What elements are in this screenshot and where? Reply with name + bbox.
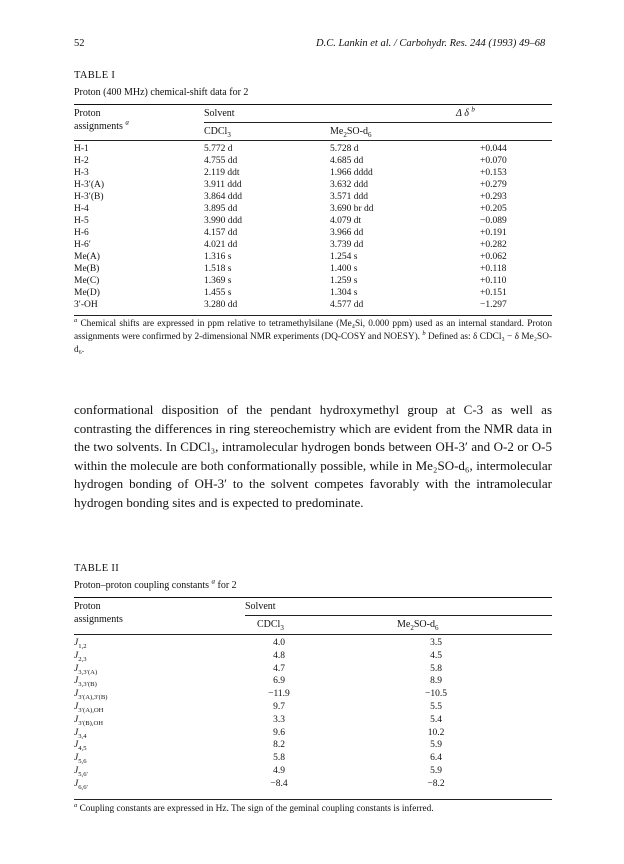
table2-footnotes: $^a$ Coupling constants are expressed in Hz. The sign of the geminal coupling constants is inferred. bbox=[74, 801, 434, 814]
table2-row bbox=[74, 675, 552, 688]
table2-cell-dmso: 5.5 bbox=[430, 701, 442, 712]
table2-title: Proton–proton coupling constants $^a$ for 2 bbox=[74, 577, 237, 591]
table1-cell-proton: H-5 bbox=[74, 216, 89, 226]
table2-col-solvent: Solvent bbox=[245, 601, 276, 612]
table2-cell-dmso: 5.8 bbox=[430, 663, 442, 674]
table1-cell-proton: Me(B) bbox=[74, 264, 100, 274]
table1-footnote-a: Chemical shifts are expressed in ppm relative to tetramethylsilane (Me₄Si, 0.000 ppm) used as an internal standard. Proton assignments were confirmed by 2-dimensional NMR experiments (DQ-COSY and NOESY). bbox=[74, 319, 552, 342]
table1-cell-dmso: 1.304 s bbox=[330, 288, 358, 298]
table1-cell-proton: H-3′(A) bbox=[74, 180, 105, 190]
table1-cell-proton: H-3 bbox=[74, 168, 89, 178]
table1-cell-dmso: 5.728 d bbox=[330, 144, 359, 154]
table1-title: Proton (400 MHz) chemical-shift data for 2 bbox=[74, 87, 249, 98]
table2-row bbox=[74, 650, 552, 663]
table2-cell-dmso: 10.2 bbox=[427, 727, 445, 738]
table1-cell-cdcl3: 4.157 dd bbox=[204, 228, 238, 238]
table1-cell-dmso: 1.254 s bbox=[330, 252, 358, 262]
table1-cell-dmso: 3.690 br dd bbox=[330, 204, 374, 214]
table1-row bbox=[74, 227, 552, 239]
table2-cell-cdcl3: 9.7 bbox=[273, 701, 285, 712]
table2-header-rule bbox=[74, 634, 552, 635]
table2-cell-cdcl3: −8.4 bbox=[270, 778, 288, 789]
table2-cell-dmso: 5.9 bbox=[430, 740, 442, 751]
table1-cell-proton: H-6′ bbox=[74, 240, 91, 250]
table2-cell-dmso: 8.9 bbox=[430, 676, 442, 687]
table2-cell-coupling: $J_{3,4}$ bbox=[74, 727, 87, 740]
table1-cell-delta: +0.110 bbox=[480, 276, 507, 286]
table2-cell-coupling: $J_{5,6}$ bbox=[74, 753, 87, 766]
table2-cell-cdcl3: 4.0 bbox=[273, 638, 285, 648]
table2-row bbox=[74, 688, 552, 701]
table1-cell-dmso: 4.577 dd bbox=[330, 300, 364, 310]
table1-cell-proton: H-2 bbox=[74, 156, 89, 166]
table1-footnote-b: Defined as: δ CDCl₃ − δ Me₂SO-d₆. bbox=[74, 332, 553, 355]
table1-cell-dmso: 1.966 dddd bbox=[330, 168, 373, 178]
table2-cell-dmso: −8.2 bbox=[427, 778, 445, 789]
table2-cell-coupling: $J_{2,3}$ bbox=[74, 650, 87, 663]
table1-cell-delta: +0.118 bbox=[480, 264, 507, 274]
table2-row bbox=[74, 727, 552, 740]
table1-row bbox=[74, 155, 552, 167]
table1-solvent-rule bbox=[204, 122, 552, 123]
table1-col-dmso: $Me_2SO-d_6$ bbox=[330, 126, 372, 139]
table2-cell-cdcl3: 5.8 bbox=[273, 753, 285, 764]
table1-header-rule bbox=[74, 140, 552, 141]
table1-top-rule bbox=[74, 104, 552, 105]
table1-cell-delta: +0.151 bbox=[480, 288, 507, 298]
table2-row bbox=[74, 637, 552, 650]
table1-cell-delta: +0.062 bbox=[480, 252, 507, 262]
table2-cell-dmso: 6.4 bbox=[430, 753, 442, 764]
table1-cell-proton: H-1 bbox=[74, 144, 89, 154]
table1-cell-proton: H-4 bbox=[74, 204, 89, 214]
table2-cell-cdcl3: 4.9 bbox=[273, 765, 285, 776]
table2-cell-dmso: −10.5 bbox=[425, 689, 447, 700]
table2-cell-cdcl3: 3.3 bbox=[273, 714, 285, 725]
table1-col-delta: Δ δ $^b$ bbox=[456, 105, 475, 119]
table2-cell-cdcl3: 9.6 bbox=[273, 727, 285, 738]
table1-cell-delta: +0.191 bbox=[480, 228, 507, 238]
table1-cell-proton: H-6 bbox=[74, 228, 89, 238]
table1-cell-delta: −1.297 bbox=[480, 300, 507, 310]
table1-cell-proton: Me(D) bbox=[74, 288, 100, 298]
table1-col-cdcl3: CDCl$_3$ bbox=[204, 126, 231, 139]
table2-cell-dmso: 5.4 bbox=[430, 714, 442, 725]
table1-col-proton-sub: assignments $^a$ bbox=[74, 118, 129, 132]
table2-col-proton: Proton bbox=[74, 601, 101, 612]
body-paragraph: conformational disposition of the pendant hydroxymethyl group at C-3 as well as contrasting the differences in ring stereochemistry which are evident from the NMR data in the two solvents. In CDCl₃, intramolecular hydrogen bonds between OH-3′ and O-2 or O-5 within the molecule are both conformationally possible, while in Me₂SO-d₆, intermolecular hydrogen bonding of OH-3′ to the solvent competes favorably with the intramolecular hydrogen bonding sites and is expected to predominate. bbox=[74, 402, 552, 510]
table2-footnote-a: Coupling constants are expressed in Hz. The sign of the geminal coupling constants is inferred. bbox=[79, 804, 434, 814]
table1-row bbox=[74, 263, 552, 275]
table2-row bbox=[74, 765, 552, 778]
table1-cell-dmso: 4.079 dt bbox=[330, 216, 362, 226]
table1-cell-delta: +0.044 bbox=[480, 144, 507, 154]
table2-cell-cdcl3: 6.9 bbox=[273, 676, 285, 687]
table2-cell-cdcl3: 8.2 bbox=[273, 740, 285, 751]
table1-cell-proton: Me(A) bbox=[74, 252, 100, 262]
table1-row bbox=[74, 143, 552, 155]
table1-cell-delta: +0.293 bbox=[480, 192, 507, 202]
table1-cell-delta: +0.279 bbox=[480, 180, 507, 190]
table1-cell-cdcl3: 3.911 ddd bbox=[204, 180, 242, 190]
table1-cell-dmso: 1.400 s bbox=[330, 264, 358, 274]
table2-cell-coupling: $J_{3'(A),3'(B)}$ bbox=[74, 689, 108, 702]
table1-cell-cdcl3: 3.864 ddd bbox=[204, 192, 242, 202]
table1-cell-cdcl3: 3.990 ddd bbox=[204, 216, 242, 226]
table1-cell-proton: H-3′(B) bbox=[74, 192, 104, 202]
table1-cell-cdcl3: 3.280 dd bbox=[204, 300, 238, 310]
table1-cell-cdcl3: 4.021 dd bbox=[204, 240, 238, 250]
table1-footnotes: $^a$ Chemical shifts are expressed in ppm relative to tetramethylsilane (Me₄Si, 0.000 ppm) used as an internal standard. Proton assignments were confirmed by 2-dimensional NMR experiments (DQ-COSY and NOESY). $^b$ Defined as: δ CDCl₃ − δ Me₂SO-d₆. bbox=[74, 316, 553, 355]
table1-cell-cdcl3: 1.455 s bbox=[204, 288, 232, 298]
page-number: 52 bbox=[74, 38, 85, 49]
table2-body bbox=[74, 637, 552, 791]
table1-row bbox=[74, 251, 552, 263]
table1-label: TABLE I bbox=[74, 70, 116, 81]
table2-row bbox=[74, 752, 552, 765]
table2-cell-coupling: $J_{4,5}$ bbox=[74, 740, 87, 753]
table1-cell-delta: −0.089 bbox=[480, 216, 507, 226]
table2-label: TABLE II bbox=[74, 563, 120, 574]
table1-cell-cdcl3: 2.119 ddt bbox=[204, 168, 240, 178]
table1-row bbox=[74, 179, 552, 191]
table1-cell-proton: 3′-OH bbox=[74, 300, 98, 310]
table1-row bbox=[74, 167, 552, 179]
table2-cell-cdcl3: −11.9 bbox=[268, 689, 290, 700]
table1-col-solvent: Solvent bbox=[204, 108, 235, 119]
table1-col-proton: Proton bbox=[74, 108, 101, 119]
table2-solvent-rule bbox=[245, 615, 552, 616]
table1-cell-cdcl3: 1.369 s bbox=[204, 276, 232, 286]
table2-cell-coupling: $J_{6,6'}$ bbox=[74, 778, 88, 791]
table2-cell-coupling: $J_{3,3'(A)}$ bbox=[74, 663, 98, 676]
table1-row bbox=[74, 287, 552, 299]
table1-cell-delta: +0.153 bbox=[480, 168, 507, 178]
table1-row bbox=[74, 191, 552, 203]
running-title: D.C. Lankin et al. / Carbohydr. Res. 244 (1993) 49–68 bbox=[316, 38, 546, 49]
table1-cell-delta: +0.205 bbox=[480, 204, 507, 214]
table2-row bbox=[74, 701, 552, 714]
table1-cell-dmso: 1.259 s bbox=[330, 276, 358, 286]
table1-row bbox=[74, 275, 552, 287]
table2-cell-coupling: $J_{3'(A),OH}$ bbox=[74, 701, 104, 714]
table2-cell-coupling: $J_{1,2}$ bbox=[74, 638, 87, 650]
table1-cell-delta: +0.070 bbox=[480, 156, 507, 166]
table2-row bbox=[74, 714, 552, 727]
table1-cell-cdcl3: 1.316 s bbox=[204, 252, 232, 262]
table2-col-dmso: $Me_2SO-d_6$ bbox=[397, 619, 439, 632]
table1-row bbox=[74, 215, 552, 227]
table1-cell-dmso: 4.685 dd bbox=[330, 156, 364, 166]
table2-cell-cdcl3: 4.7 bbox=[273, 663, 285, 674]
table2-row bbox=[74, 663, 552, 676]
table1-row bbox=[74, 203, 552, 215]
table2-bottom-rule bbox=[74, 799, 552, 800]
table2-cell-dmso: 3.5 bbox=[430, 638, 442, 648]
table2-cell-cdcl3: 4.8 bbox=[273, 650, 285, 661]
table2-row bbox=[74, 778, 552, 791]
table1-cell-cdcl3: 3.895 dd bbox=[204, 204, 238, 214]
table2-cell-coupling: $J_{3'(B),OH}$ bbox=[74, 714, 104, 727]
table1-cell-dmso: 3.571 ddd bbox=[330, 192, 368, 202]
table2-top-rule bbox=[74, 597, 552, 598]
table2-cell-coupling: $J_{5,6'}$ bbox=[74, 765, 88, 778]
table1-cell-cdcl3: 4.755 dd bbox=[204, 156, 238, 166]
table1-cell-delta: +0.282 bbox=[480, 240, 507, 250]
table1-cell-dmso: 3.632 ddd bbox=[330, 180, 368, 190]
table1-cell-cdcl3: 5.772 d bbox=[204, 144, 233, 154]
table2-col-cdcl3: CDCl$_3$ bbox=[257, 619, 284, 632]
table1-cell-proton: Me(C) bbox=[74, 276, 100, 286]
table2-cell-dmso: 4.5 bbox=[430, 650, 442, 661]
table2-cell-dmso: 5.9 bbox=[430, 765, 442, 776]
table1-body bbox=[74, 143, 552, 311]
table1-row bbox=[74, 239, 552, 251]
table2-cell-coupling: $J_{3,3'(B)}$ bbox=[74, 676, 97, 689]
table1-cell-dmso: 3.966 dd bbox=[330, 228, 364, 238]
table2-col-proton-sub: assignments bbox=[74, 614, 123, 625]
table1-bottom-rule bbox=[74, 315, 552, 316]
table1-row bbox=[74, 299, 552, 311]
table1-cell-cdcl3: 1.518 s bbox=[204, 264, 232, 274]
table1-cell-dmso: 3.739 dd bbox=[330, 240, 364, 250]
table2-row bbox=[74, 739, 552, 752]
